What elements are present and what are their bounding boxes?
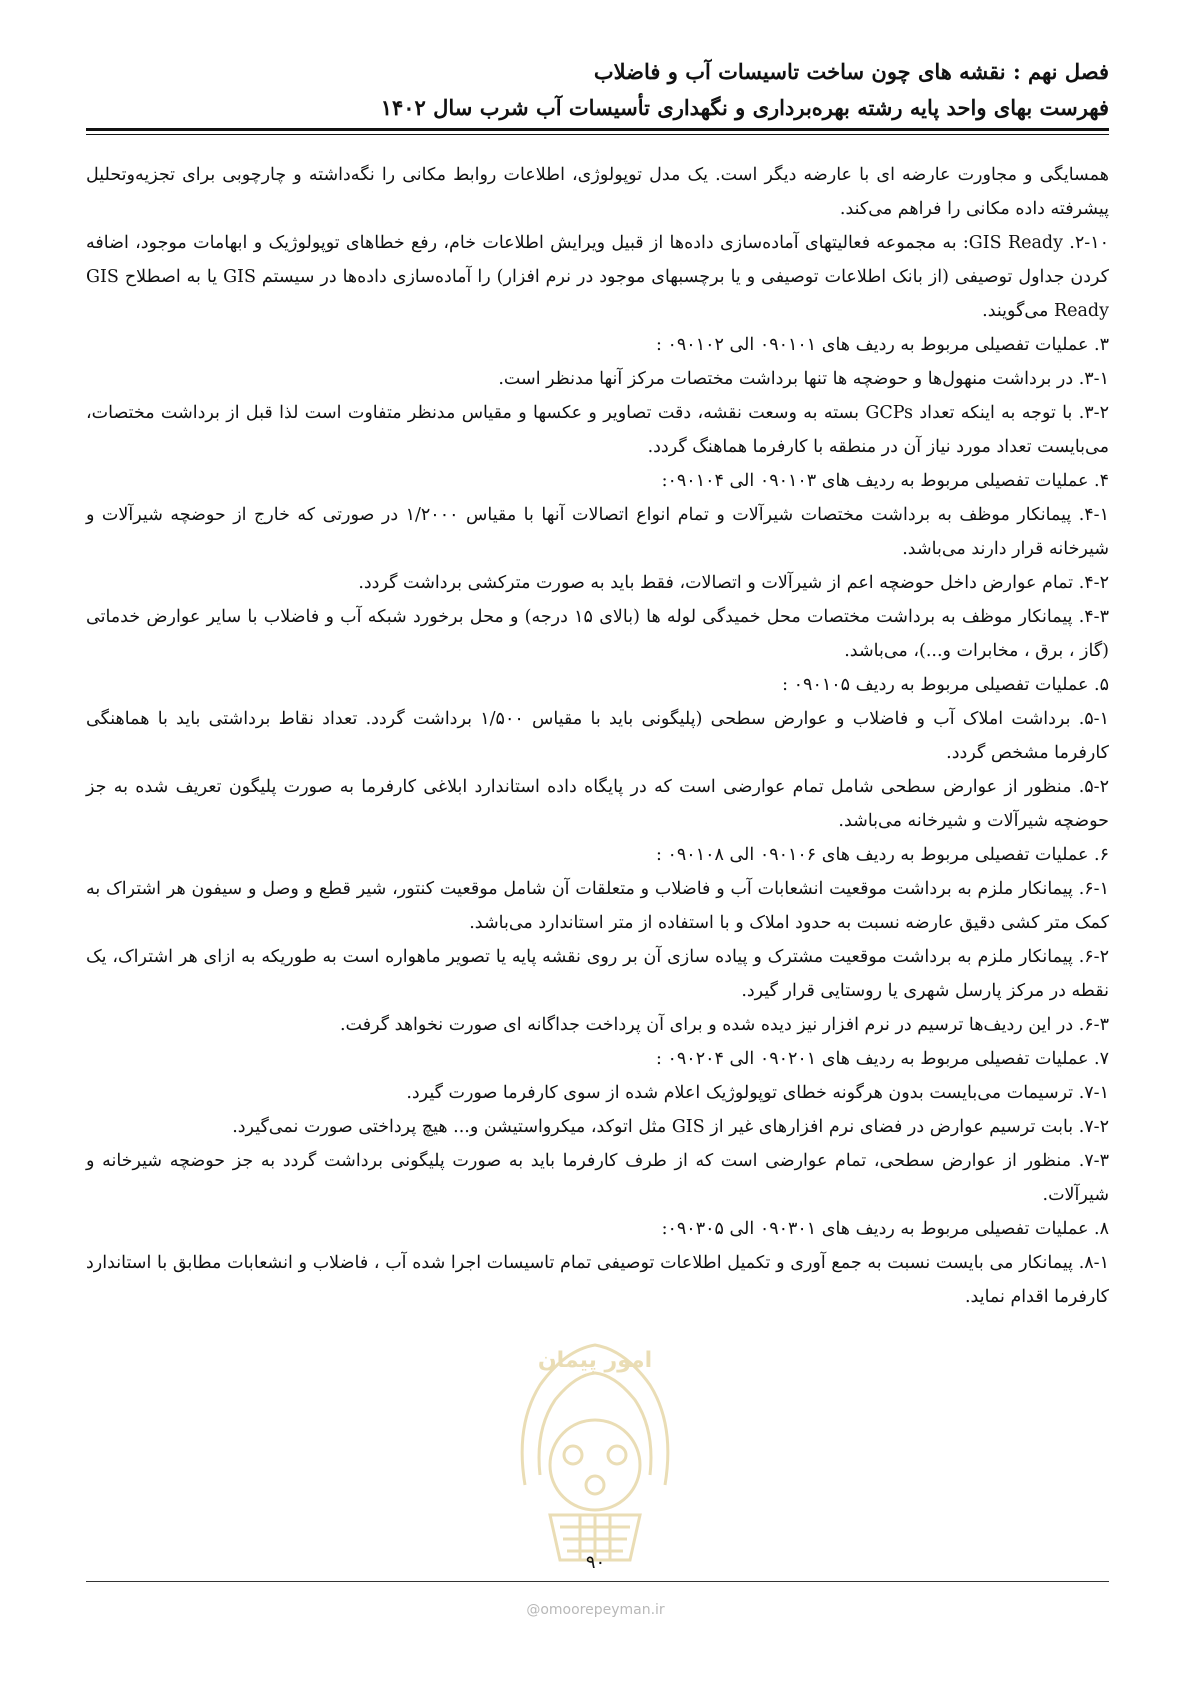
section-heading: ۸. عملیات تفصیلی مربوط به ردیف های ۰۹۰۳۰۱ الی ۰۹۰۳۰۵: [661, 1219, 1109, 1239]
chapter-title: فصل نهم : نقشه های چون ساخت تاسیسات آب و فاضلاب [593, 59, 1109, 84]
paragraph: ۷-۳. منظور از عوارض سطحی، تمام عوارضی است که از طرف کارفرما باید به صورت پلیگونی برداشت گردد به جز حوضچه شیرخانه و شیرآلات. [86, 1151, 1109, 1205]
paragraph: ۷-۲. بابت ترسیم عوارض در فضای نرم افزارهای غیر از GIS مثل اتوکد، میکرواستیشن و... هیچ پرداختی صورت نمی‌گیرد. [232, 1117, 1109, 1137]
body-text [86, 158, 1109, 1314]
section-heading: ۶. عملیات تفصیلی مربوط به ردیف های ۰۹۰۱۰۶ الی ۰۹۰۱۰۸ : [656, 845, 1109, 865]
paragraph: ۸-۱. پیمانکار می بایست نسبت به جمع آوری و تکمیل اطلاعات توصیفی تمام تاسیسات اجرا شده آب ، فاضلاب و انشعابات مطابق با استاندارد کارفرما اقدام نماید. [86, 1253, 1109, 1307]
paragraph: ۴-۳. پیمانکار موظف به برداشت مختصات محل خمیدگی لوله ها (بالای ۱۵ درجه) و محل برخورد شبکه آب و فاضلاب با سایر عوارض خدماتی (گاز ، برق ، مخابرات و...)، می‌باشد. [86, 607, 1109, 661]
paragraph: ۴-۱. پیمانکار موظف به برداشت مختصات شیرآلات و تمام انواع اتصالات آنها با مقیاس ۱/۲۰۰۰ در صورتی که خارج از حوضچه شیرآلات و شیرخانه قرار دارند می‌باشد. [86, 505, 1109, 559]
paragraph: ۲-۱۰. GIS Ready: به مجموعه فعالیتهای آماده‌سازی داده‌ها از قبیل ویرایش اطلاعات خام، رفع خطاهای توپولوژیک و ابهامات موجود، اضافه کردن جداول توصیفی (از بانک اطلاعات توصیفی و یا برچسبهای موجود در نرم افزار) را آماده‌سازی داده‌ها در سیستم GIS یا به اصطلاح GIS Ready می‌گویند. [86, 233, 1110, 321]
paragraph: ۳-۱. در برداشت منهول‌ها و حوضچه ها تنها برداشت مختصات مرکز آنها مدنظر است. [498, 369, 1109, 389]
section-heading: ۴. عملیات تفصیلی مربوط به ردیف های ۰۹۰۱۰۳ الی ۰۹۰۱۰۴: [661, 471, 1109, 491]
section-heading: ۷. عملیات تفصیلی مربوط به ردیف های ۰۹۰۲۰۱ الی ۰۹۰۲۰۴ : [656, 1049, 1109, 1069]
paragraph: ۶-۳. در این ردیف‌ها ترسیم در نرم افزار نیز دیده شده و برای آن پرداخت جداگانه ای صورت نخواهد گرفت. [339, 1015, 1109, 1035]
header-rule-thick [86, 128, 1109, 131]
paragraph: ۷-۱. ترسیمات می‌بایست بدون هرگونه خطای توپولوژیک اعلام شده از سوی کارفرما صورت گیرد. [406, 1083, 1109, 1103]
page-header [86, 54, 1109, 126]
page-number: ۹۰ [585, 1552, 606, 1573]
seal-text: امور پیمان [537, 1348, 653, 1373]
document-title: فهرست بهای واحد پایه رشته بهره‌برداری و نگهداری تأسیسات آب شرب سال ۱۴۰۲ [380, 95, 1109, 120]
section-heading: ۳. عملیات تفصیلی مربوط به ردیف های ۰۹۰۱۰۱ الی ۰۹۰۱۰۲ : [656, 335, 1109, 355]
header-rule-thin [86, 134, 1109, 135]
watermark-seal-icon [495, 1315, 695, 1575]
watermark-url: @omoorepeyman.ir [526, 1602, 665, 1618]
paragraph: ۶-۲. پیمانکار ملزم به برداشت موقعیت مشترک و پیاده سازی آن بر روی نقشه پایه یا تصویر ماهواره است به طوریکه به ازای هر اشتراک، یک نقطه در مرکز پارسل شهری یا روستایی قرار گیرد. [86, 947, 1109, 1001]
paragraph: ۵-۱. برداشت املاک آب و فاضلاب و عوارض سطحی (پلیگونی باید با مقیاس ۱/۵۰۰ برداشت گردد. تعداد نقاط برداشتی باید با هماهنگی کارفرما مشخص گردد. [86, 709, 1109, 763]
paragraph: ۵-۲. منظور از عوارض سطحی شامل تمام عوارضی است که در پایگاه داده استاندارد ابلاغی کارفرما به صورت پلیگون تعریف شده به جز حوضچه شیرآلات و شیرخانه می‌باشد. [86, 777, 1109, 831]
paragraph: همسایگی و مجاورت عارضه ای با عارضه دیگر است. یک مدل توپولوژی، اطلاعات روابط مکانی را نگه‌داشته و چارچوبی برای تجزیه‌وتحلیل پیشرفته داده مکانی را فراهم می‌کند. [86, 165, 1109, 219]
section-heading: ۵. عملیات تفصیلی مربوط به ردیف ۰۹۰۱۰۵ : [782, 675, 1109, 695]
footer-rule [86, 1581, 1109, 1582]
paragraph: ۳-۲. با توجه به اینکه تعداد GCPs بسته به وسعت نقشه، دقت تصاویر و عکسها و مقیاس مدنظر متفاوت است لذا قبل از برداشت مختصات، می‌بایست تعداد مورد نیاز آن در منطقه با کارفرما هماهنگ گردد. [86, 403, 1109, 457]
paragraph: ۶-۱. پیمانکار ملزم به برداشت موقعیت انشعابات آب و فاضلاب و متعلقات آن شامل موقعیت کنتور، شیر قطع و وصل و سیفون هر اشتراک به کمک متر کشی دقیق عارضه نسبت به حدود املاک و با استفاده از متر استاندارد می‌باشد. [86, 879, 1109, 933]
paragraph: ۴-۲. تمام عوارض داخل حوضچه اعم از شیرآلات و اتصالات، فقط باید به صورت مترکشی برداشت گردد. [358, 573, 1109, 593]
